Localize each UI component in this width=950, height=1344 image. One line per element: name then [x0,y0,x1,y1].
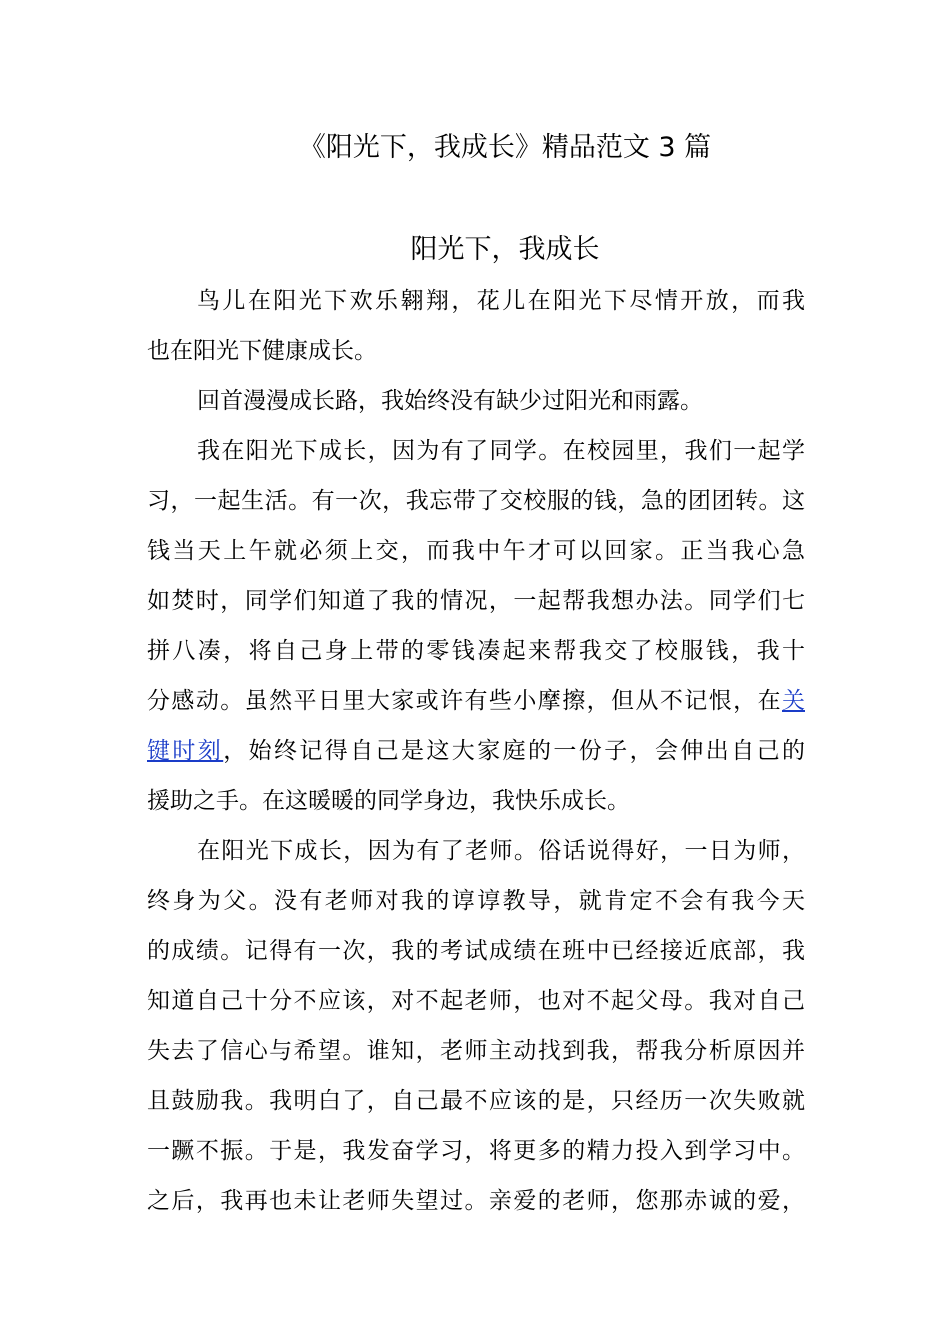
essay-title: 阳光下，我成长 [410,234,600,265]
text-line: 回首漫漫成长路，我始终没有缺少过阳光和雨露。 [197,388,703,414]
text-line: 拼八凑，将自己身上带的零钱凑起来帮我交了校服钱，我十 [147,638,805,664]
text-line: 如焚时，同学们知道了我的情况，一起帮我想办法。同学们七 [147,588,805,614]
text-line: 键时刻，始终记得自己是这大家庭的一份子，会伸出自己的 [147,738,806,764]
document-title: 《阳光下，我成长》精品范文 3 篇 [298,132,712,163]
text-line: 且鼓励我。我明白了，自己最不应该的是，只经历一次失败就 [147,1088,805,1114]
text-line: 终身为父。没有老师对我的谆谆教导，就肯定不会有我今天 [147,888,805,914]
keyword-link-start[interactable]: 关 [782,688,805,714]
keyword-link-end[interactable]: 键时刻 [147,738,224,764]
text-line: 也在阳光下健康成长。 [147,338,377,364]
essay-body [147,276,805,1226]
text-line: 钱当天上午就必须上交，而我中午才可以回家。正当我心急 [147,538,805,564]
text-line: 一蹶不振。于是，我发奋学习，将更多的精力投入到学习中。 [147,1138,805,1164]
text-line: 知道自己十分不应该，对不起老师，也对不起父母。我对自己 [147,988,805,1014]
text-line: 的成绩。记得有一次，我的考试成绩在班中已经接近底部，我 [147,938,805,964]
text-line: 我在阳光下成长，因为有了同学。在校园里，我们一起学 [197,438,805,464]
text-line: 之后，我再也未让老师失望过。亲爱的老师，您那赤诚的爱， [147,1188,805,1214]
text-line: 在阳光下成长，因为有了老师。俗话说得好，一日为师， [197,838,805,864]
text-line: 援助之手。在这暖暖的同学身边，我快乐成长。 [147,788,630,814]
text-line: 习，一起生活。有一次，我忘带了交校服的钱，急的团团转。这 [147,488,805,514]
text-line: 鸟儿在阳光下欢乐翱翔，花儿在阳光下尽情开放，而我 [197,288,805,314]
text-line: 失去了信心与希望。谁知，老师主动找到我，帮我分析原因并 [147,1038,805,1064]
text-line: 分感动。虽然平日里大家或许有些小摩擦，但从不记恨，在关 [147,688,805,714]
